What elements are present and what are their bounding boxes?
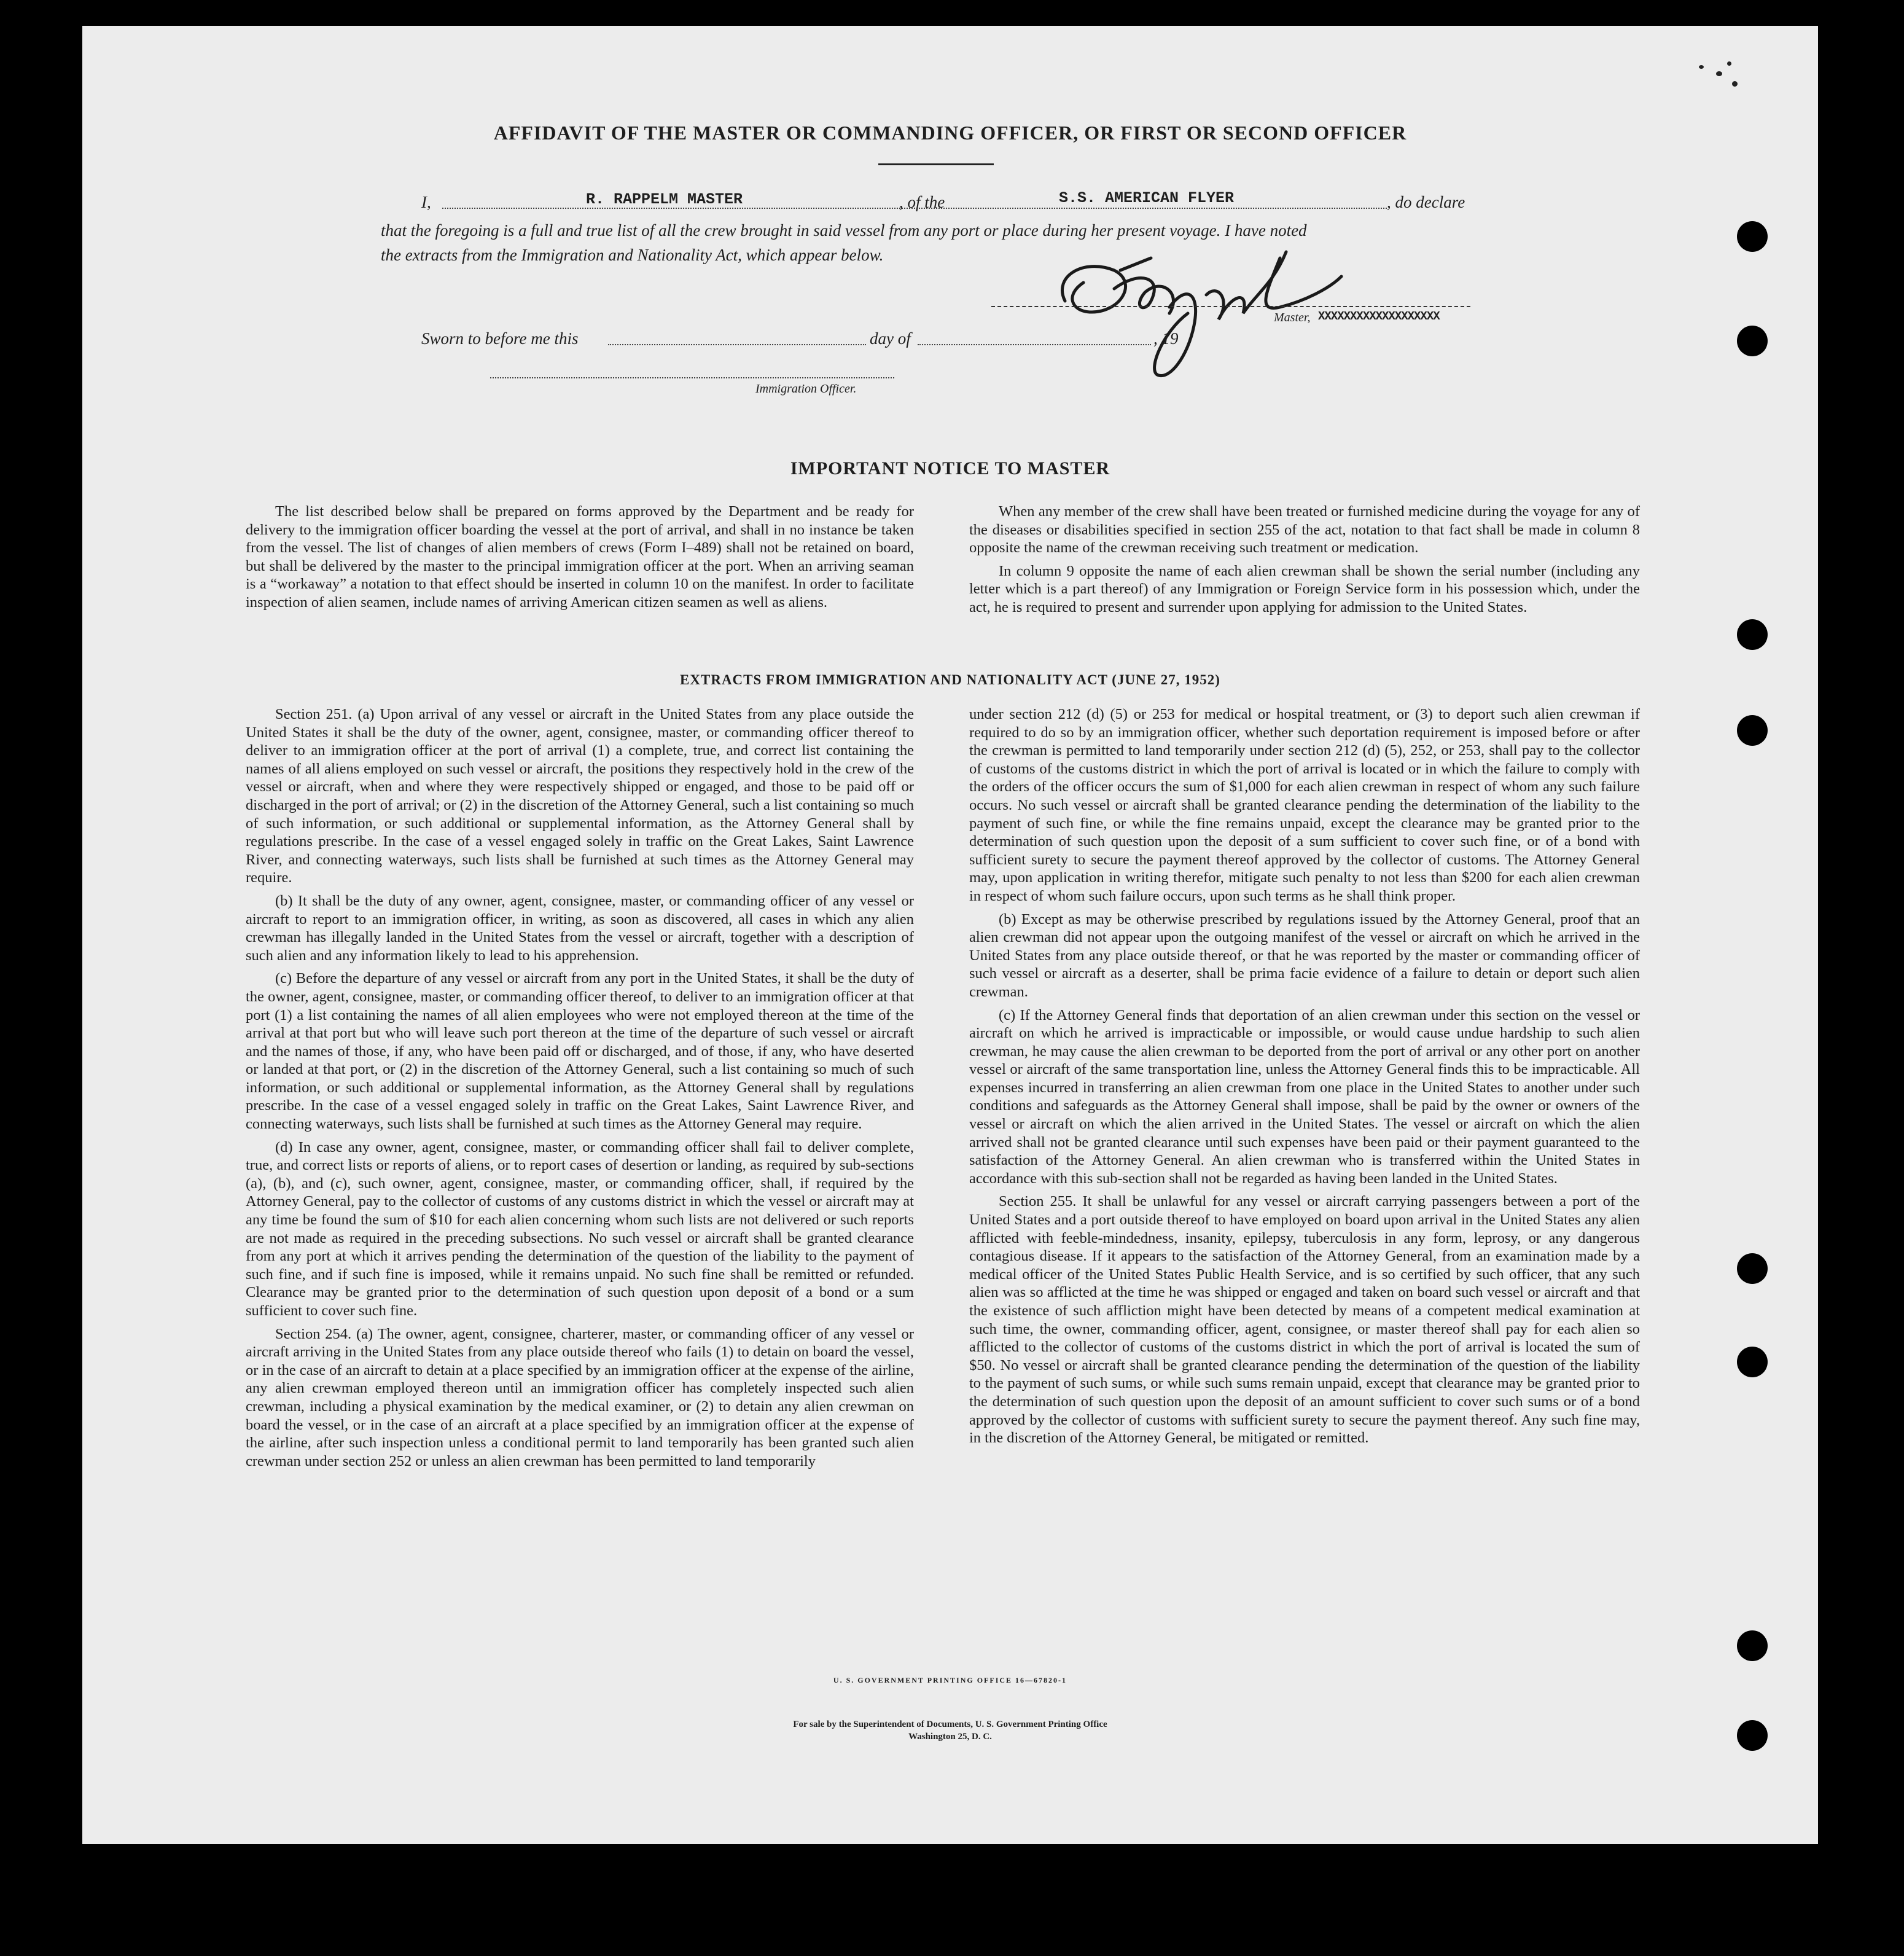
- section-254b: (b) Except as may be otherwise prescribed by regulations issued by the Attorney General, proof that an alien crewman did not appear upon the outgoing manifest of the vessel or aircraft on which he arrived in the United States from any place outside thereof, or that he was reported by the master or commanding officer of such vessel or aircraft as a deserter, shall be prima facie evidence of a failure to detain or deport such alien crewman.: [969, 910, 1640, 1000]
- title-rule: [878, 163, 994, 165]
- vessel-line: [963, 208, 1387, 209]
- punch-hole: [1737, 1630, 1768, 1661]
- struck-title: XXXXXXXXXXXXXXXXXXX: [1318, 310, 1440, 323]
- notice-paragraph: The list described below shall be prepared on forms approved by the Department and be ready for delivery to the immigration officer boarding the vessel at the port of arrival, and shall in no instance be taken from the vessel. The list of changes of alien members of crews (Form I–489) shall not be retained on board, but shall be delivered by the master to the principal immigration officer at the port. When an arriving seaman is a “workaway” a notation to that effect should be inserted in column 10 on the manifest. In order to facilitate inspection of alien seamen, include names of arriving American citizen seamen as well as aliens.: [246, 503, 914, 611]
- section-255: Section 255. It shall be unlawful for any vessel or aircraft carrying passengers between a port of the United States and a port outside thereof to have employed on board upon arrival in the United States any alien afflicted with feeble-mindedness, insanity, epilepsy, tuberculosis in any form, leprosy, or any dangerous contagious disease. If it appears to the satisfaction of the Attorney General, from an examination made by a medical officer of the United States Public Health Service, and is so certified by such officer, that any such alien was so afflicted at the time he was shipped or engaged and taken on board such vessel or aircraft and that the existence of such affliction might have been detected by means of a competent medical examination at such time, the owner, commanding officer, agent, consignee, or master thereof shall pay for each alien so afflicted to the collector of customs of the customs district in which the port of arrival is located the sum of $50. No vessel or aircraft shall be granted clearance pending the determination of the question of the liability to the payment of such sums, or while such sums remain unpaid, except that clearance may be granted prior to the determination of such question upon the deposit of an amount sufficient to cover such sums or of a bond approved by the collector of customs with sufficient surety to secure the payment thereof. Any such fine may, in the discretion of the Attorney General, be mitigated or remitted.: [969, 1193, 1640, 1447]
- sworn-day-line: [608, 344, 866, 345]
- sale-notice-line-1: For sale by the Superintendent of Documents, U. S. Government Printing Office: [793, 1719, 1107, 1729]
- master-name-field: R. RAPPELM MASTER: [586, 190, 743, 208]
- master-label: Master,: [1274, 311, 1311, 324]
- officer-line: [490, 377, 894, 378]
- punch-hole: [1737, 221, 1768, 252]
- section-254a-continued: under section 212 (d) (5) or 253 for medical or hospital treatment, or (3) to deport such alien crewman if required to do so by an immigration officer, whether such deportation requirement is imposed before or after the crewman is permitted to land temporarily under section 212 (d) (5), 252, or 253, shall pay to the collector of customs of the customs district in which the port of arrival is located or in which the failure to comply with the orders of the officer occurs the sum of $1,000 for each alien crewman in respect of whom any such failure occurs. No such vessel or aircraft shall be granted clearance pending the determination of the liability to the payment of such fine, or while the fine remains unpaid, except the clearance may be granted prior to the determination of such question upon the deposit of a sum sufficient to cover such fine, or of a bond with sufficient surety to secure the payment thereof approved by the collector of customs. The Attorney General may, upon application in writing therefor, mitigate such penalty to not less than $200 for each alien crewman in respect of whom such failure occurs, upon such terms as he shall think proper.: [969, 706, 1640, 904]
- section-254c: (c) If the Attorney General finds that deportation of an alien crewman under this section on the vessel or aircraft on which he arrived is impracticable or impossible, or would cause undue hardship to such alien crewman, he may cause the alien crewman to be deported from the port of arrival or any other port on another vessel or aircraft of the same transportation line, unless the Attorney General finds this to be impracticable. All expenses incurred in transferring an alien crewman from one place in the United States to another under such conditions and safeguards as the Attorney General shall impose, shall be paid by the owner or owners of the vessel or aircraft on which the alien arrived in the United States. The vessel or aircraft on which the alien arrived shall not be granted clearance until such expenses have been paid or their payment guaranteed to the satisfaction of the Attorney General. An alien crewman who is transferred within the United States in accordance with this sub-section shall not be regarded as having been landed in the United States.: [969, 1006, 1640, 1187]
- notice-paragraph: When any member of the crew shall have been treated or furnished medicine during the voyage for any of the diseases or disabilities specified in section 255 of the act, notation to that fact shall be made in column 8 opposite the name of the crewman receiving such treatment or medication.: [969, 503, 1640, 557]
- section-251c: (c) Before the departure of any vessel or aircraft from any port in the United States, it shall be the duty of the owner, agent, consignee, master, or commanding officer thereof, to deliver to an immigration officer at that port (1) a list containing the names of all alien employees who were not employed thereon at the time of the arrival at that port but who will leave such port thereon at the time of the departure of such vessel or aircraft and the names of those, if any, who have been paid off or discharged, and of those, if any, who have deserted or landed at that port, or (2) in the discretion of the Attorney General, such a list containing so much of such information, or such additional or supplemental information, as the Attorney General shall by regulations prescribe. In the case of a vessel engaged solely in traffic on the Great Lakes, Saint Lawrence River, and connecting waterways, such lists shall be furnished at such times as the Attorney General may require.: [246, 970, 914, 1133]
- notice-left-column: [246, 503, 914, 617]
- punch-hole: [1737, 1253, 1768, 1284]
- year-prefix: , 19: [1153, 329, 1179, 348]
- printing-office-imprint: U. S. GOVERNMENT PRINTING OFFICE 16—67820-1: [833, 1676, 1067, 1684]
- statement-line-2: the extracts from the Immigration and Nationality Act, which appear below.: [381, 246, 884, 264]
- punch-hole: [1737, 715, 1768, 746]
- punch-hole: [1737, 326, 1768, 356]
- document-page: [82, 26, 1818, 1844]
- immigration-officer-label: Immigration Officer.: [755, 382, 857, 396]
- extracts-left-column: [246, 705, 914, 1475]
- section-251b: (b) It shall be the duty of any owner, agent, consignee, master, or commanding officer of any vessel or aircraft to report to an immigration officer, in writing, as soon as discovered, all cases in which any alien crewman has illegally landed in the United States from the vessel or aircraft, together with a description of such alien and any information likely to lead to his apprehension.: [246, 892, 914, 964]
- i-label: I,: [421, 193, 431, 211]
- extracts-right-column: [969, 705, 1640, 1452]
- sale-notice-line-2: Washington 25, D. C.: [908, 1732, 992, 1742]
- section-251d: (d) In case any owner, agent, consignee, master, or commanding officer shall fail to deliver complete, true, and correct lists or reports of aliens, or to report cases of desertion or landing, as required by sub-sections (a), (b), and (c), such owner, agent, consignee, master, or commanding officer, shall, if required by the Attorney General, pay to the collector of customs of any customs district in which the vessel or aircraft may at any time be found the sum of $10 for each alien concerning whom such lists are not delivered or such reports are not made as required in the preceding subsections. No such vessel or aircraft shall be granted clearance from any port at which it arrives pending the determination of the question of the liability to the payment of such fine, and if such fine is imposed, while it remains unpaid. No such fine shall be remitted or refunded. Clearance may be granted prior to the determination of such question upon deposit of a bond or a sum sufficient to cover such fine.: [246, 1138, 914, 1319]
- affidavit-title: AFFIDAVIT OF THE MASTER OR COMMANDING OFFICER, OR FIRST OR SECOND OFFICER: [493, 122, 1407, 144]
- notice-paragraph: In column 9 opposite the name of each alien crewman shall be shown the serial number (including any letter which is a part thereof) of any Immigration or Foreign Service form in his possession which, under the act, he is required to present and surrender upon applying for admission to the United States.: [969, 562, 1640, 616]
- sworn-label: Sworn to before me this: [421, 329, 579, 348]
- section-254a: Section 254. (a) The owner, agent, consignee, charterer, master, or commanding officer of any vessel or aircraft arriving in the United States from any place outside thereof who fails (1) to detain on board the vessel, or in the case of an aircraft to detain at a place specified by an immigration officer at the expense of the airline, any alien crewman employed thereon until an immigration officer has completely inspected such alien crewman, including a physical examination by the medical examiner, or (2) to detain any alien crewman on board the vessel, or in the case of an aircraft at a place specified by an immigration officer at the expense of the airline, after such inspection unless a conditional permit to land temporarily has been granted such alien crewman under section 252 or unless an alien crewman has been permitted to land temporarily: [246, 1325, 914, 1469]
- of-the-label: , of the: [899, 193, 945, 211]
- extracts-title: EXTRACTS FROM IMMIGRATION AND NATIONALITY ACT (JUNE 27, 1952): [680, 672, 1220, 687]
- signature-line: [991, 306, 1470, 307]
- day-of-label: day of: [870, 329, 911, 348]
- punch-hole: [1737, 1347, 1768, 1377]
- statement-line-1: that the foregoing is a full and true list of all the crew brought in said vessel from any port or place during her present voyage. I have noted: [381, 221, 1307, 240]
- notice-title: IMPORTANT NOTICE TO MASTER: [790, 458, 1110, 479]
- sworn-month-line: [918, 344, 1151, 345]
- notice-right-column: [969, 503, 1640, 622]
- vessel-name-field: S.S. AMERICAN FLYER: [1059, 189, 1235, 207]
- corner-marks: [1695, 60, 1744, 97]
- punch-hole: [1737, 619, 1768, 650]
- do-declare-label: , do declare: [1387, 193, 1465, 211]
- section-251a: Section 251. (a) Upon arrival of any vessel or aircraft in the United States from any place outside the United States it shall be the duty of the owner, agent, consignee, master, or commanding officer thereof to deliver to an immigration officer at the port of arrival (1) a complete, true, and correct list containing the names of all aliens employed on such vessel or aircraft, the positions they respectively hold in the crew of the vessel or aircraft, when and where they were respectively shipped or engaged, and those to be paid off or discharged in the port of arrival; or (2) in the discretion of the Attorney General, such a list containing so much of such information, or such additional or supplemental information, as the Attorney General shall by regulations prescribe. In the case of a vessel engaged solely in traffic on the Great Lakes, Saint Lawrence River, and connecting waterways, such lists shall be furnished at such times as the Attorney General may require.: [246, 706, 914, 886]
